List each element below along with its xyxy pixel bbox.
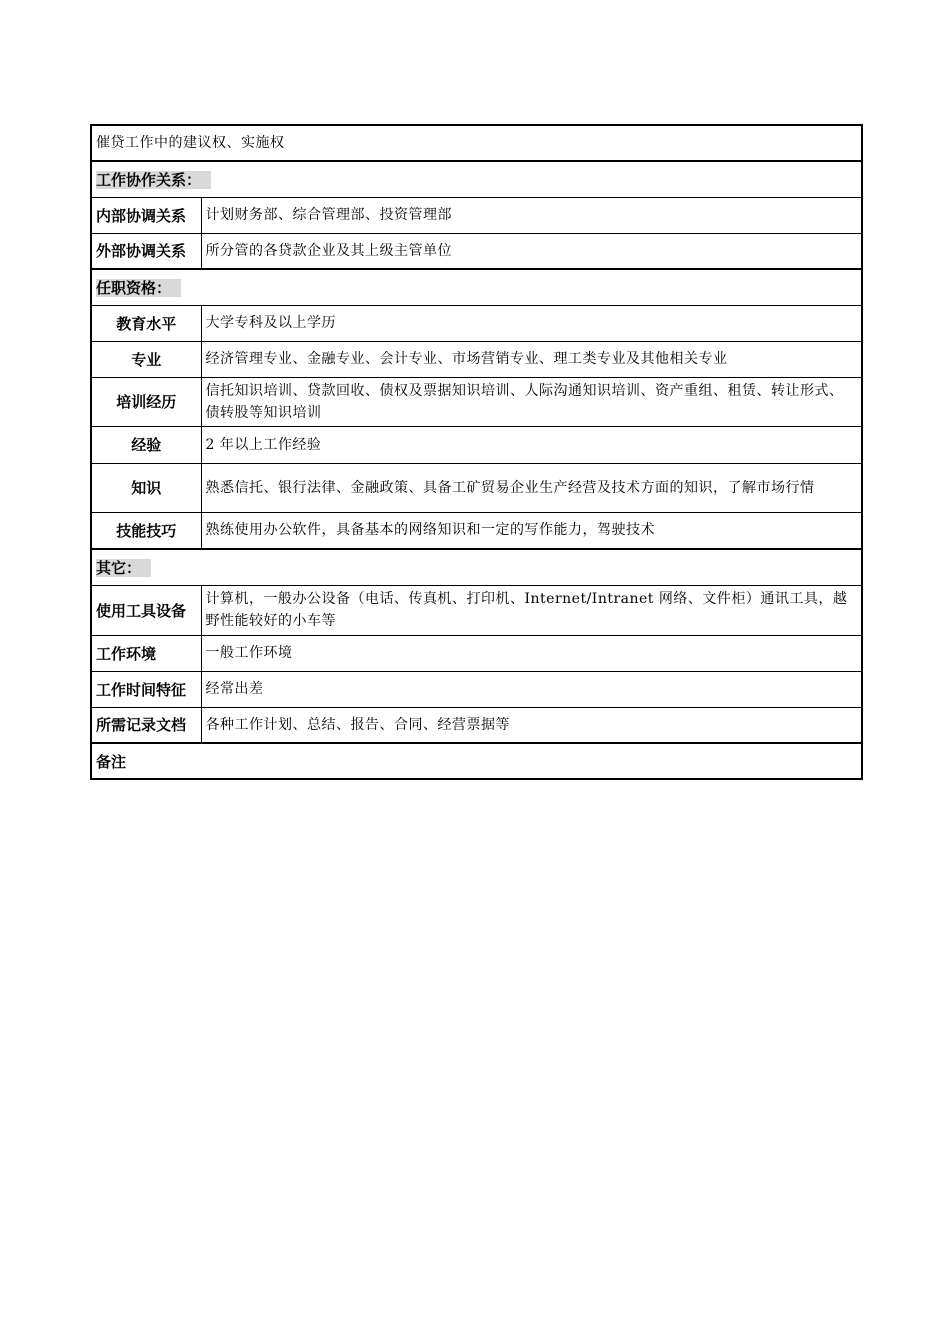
field-label: 专业 xyxy=(91,341,201,377)
other-row-work-time xyxy=(91,671,862,707)
section-other xyxy=(91,549,862,585)
field-value: 一般工作环境 xyxy=(201,635,862,671)
section-qualifications xyxy=(91,269,862,305)
field-label: 使用工具设备 xyxy=(91,585,201,635)
field-label: 内部协调关系 xyxy=(91,197,201,233)
authority-text: 催贷工作中的建议权、实施权 xyxy=(91,125,862,161)
collab-row-external xyxy=(91,233,862,269)
authority-row xyxy=(91,125,862,161)
collab-row-internal xyxy=(91,197,862,233)
field-value: 经常出差 xyxy=(201,671,862,707)
qual-row-skills xyxy=(91,512,862,549)
field-value: 熟悉信托、银行法律、金融政策、具备工矿贸易企业生产经营及技术方面的知识，了解市场行情 xyxy=(201,463,862,512)
section-collaboration xyxy=(91,161,862,197)
remarks-label: 备注 xyxy=(91,743,862,779)
field-label: 培训经历 xyxy=(91,377,201,426)
section-title-qualifications: 任职资格： xyxy=(96,279,181,297)
section-title-collaboration: 工作协作关系： xyxy=(96,171,211,189)
field-label: 知识 xyxy=(91,463,201,512)
field-value: 所分管的各贷款企业及其上级主管单位 xyxy=(201,233,862,269)
field-value: 各种工作计划、总结、报告、合同、经营票据等 xyxy=(201,707,862,743)
section-remarks xyxy=(91,743,862,779)
field-value: 信托知识培训、贷款回收、债权及票据知识培训、人际沟通知识培训、资产重组、租赁、转让形式、债转股等知识培训 xyxy=(201,377,862,426)
field-label: 教育水平 xyxy=(91,305,201,341)
job-description-table xyxy=(90,124,863,780)
field-label: 工作环境 xyxy=(91,635,201,671)
other-row-documents xyxy=(91,707,862,743)
qual-row-major xyxy=(91,341,862,377)
section-title-other: 其它： xyxy=(96,559,151,577)
field-value: 2 年以上工作经验 xyxy=(201,426,862,463)
other-row-tools xyxy=(91,585,862,635)
field-label: 工作时间特征 xyxy=(91,671,201,707)
other-row-environment xyxy=(91,635,862,671)
qual-row-experience xyxy=(91,426,862,463)
field-label: 经验 xyxy=(91,426,201,463)
field-value: 计划财务部、综合管理部、投资管理部 xyxy=(201,197,862,233)
field-value: 熟练使用办公软件，具备基本的网络知识和一定的写作能力，驾驶技术 xyxy=(201,512,862,549)
field-value: 经济管理专业、金融专业、会计专业、市场营销专业、理工类专业及其他相关专业 xyxy=(201,341,862,377)
field-label: 外部协调关系 xyxy=(91,233,201,269)
field-value: 计算机，一般办公设备（电话、传真机、打印机、Internet/Intranet 网络、文件柜）通讯工具，越野性能较好的小车等 xyxy=(201,585,862,635)
qual-row-training xyxy=(91,377,862,426)
qual-row-education xyxy=(91,305,862,341)
field-label: 技能技巧 xyxy=(91,512,201,549)
field-label: 所需记录文档 xyxy=(91,707,201,743)
field-value: 大学专科及以上学历 xyxy=(201,305,862,341)
qual-row-knowledge xyxy=(91,463,862,512)
